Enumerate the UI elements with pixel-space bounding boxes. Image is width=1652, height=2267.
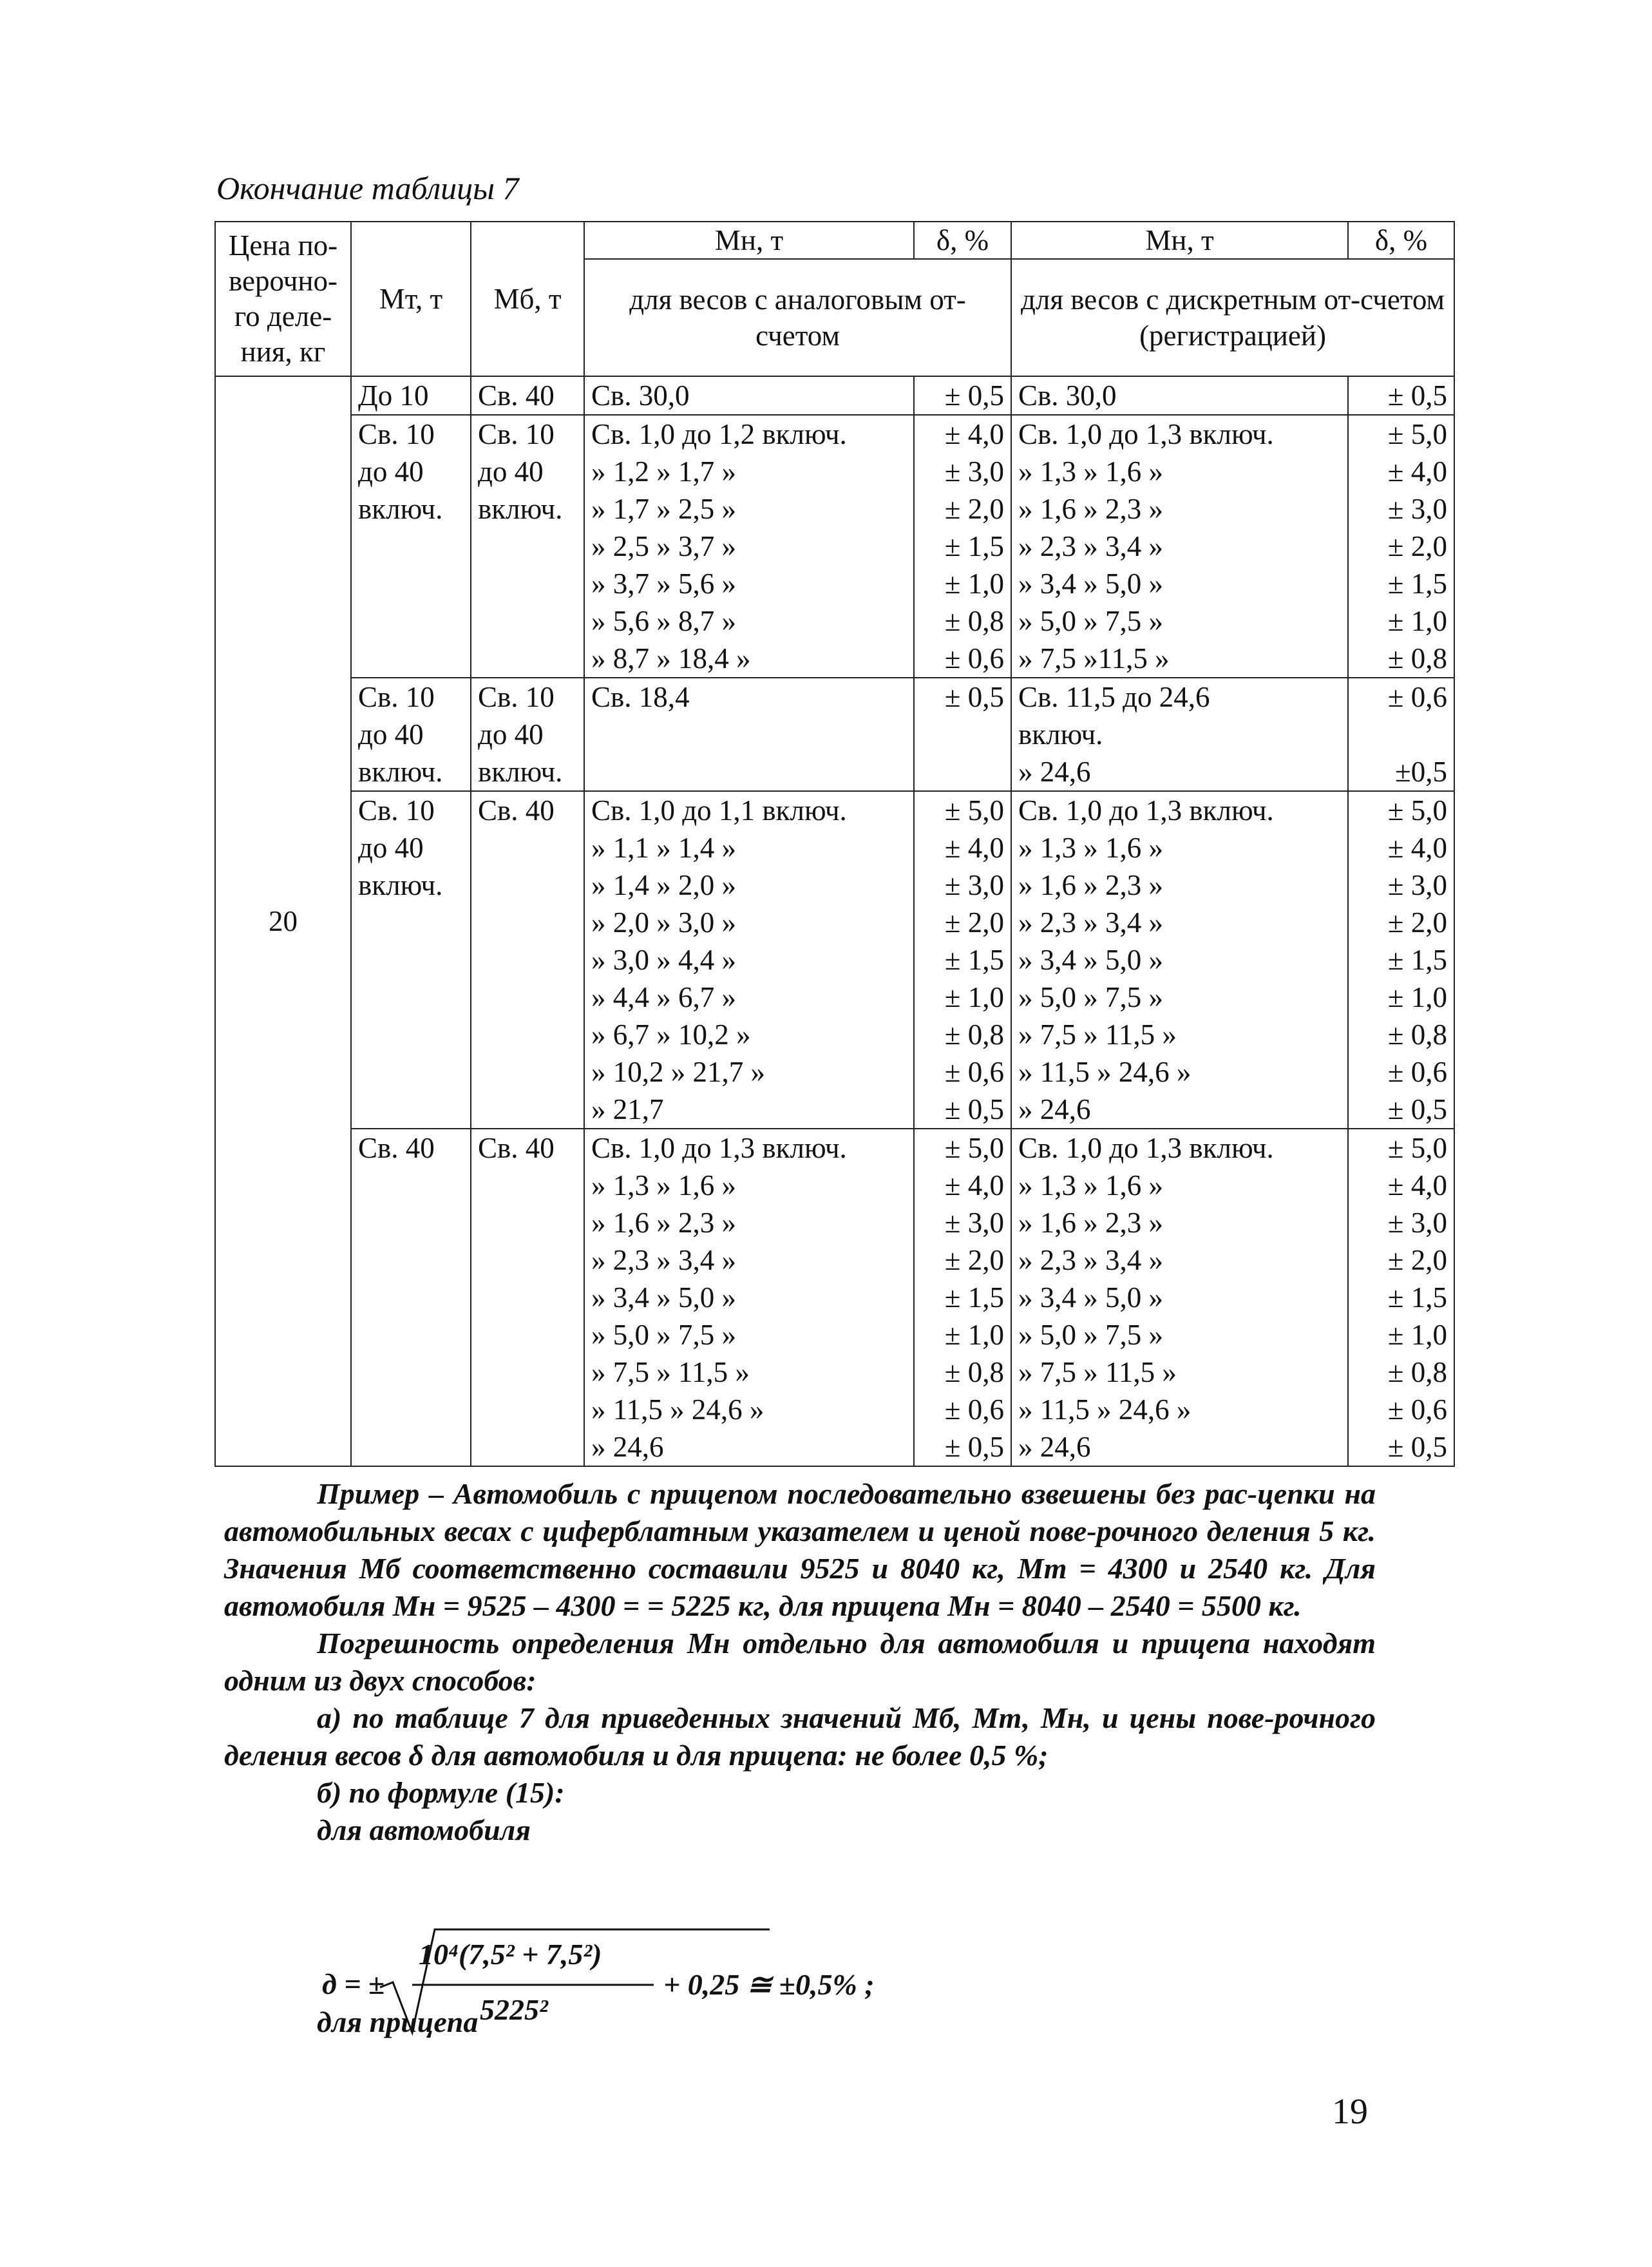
mass-range: » 3,4 » 5,0 »: [1018, 568, 1163, 600]
mass-range: » 1,4 » 2,0 »: [591, 869, 736, 901]
error-value: ± 0,5: [944, 1093, 1004, 1125]
mass-range: » 21,7: [591, 1093, 664, 1125]
header-mn-analog: Мн, т: [584, 222, 914, 259]
example-note: [224, 1475, 1376, 1849]
mass-range: » 5,0 » 7,5 »: [1018, 605, 1163, 637]
error-value: ± 5,0: [1387, 794, 1447, 827]
example-paragraph: Пример – Автомобиль с прицепом последовательно взвешены без рас-цепки на автомобильных весах с циферблатным указателем и ценой пове-рочного деления 5 кг. Значения Мб соответственно составили 9525 и 8040 кг, Мт = 4300 и 2540 кг. Для автомобиля Мн = 9525 – 4300 = = 5225 кг, для прицепа Мн = 8040 – 2540 = 5500 кг.: [224, 1477, 1376, 1622]
for-trailer-label: для прицепа: [317, 2005, 479, 2038]
method-b: б) по формуле (15):: [317, 1776, 565, 1809]
error-cell: [914, 791, 1011, 1129]
for-car-label: для автомобиля: [317, 1813, 531, 1846]
table-row: [215, 376, 1454, 415]
error-value: ± 0,5: [944, 379, 1004, 412]
error-value: ± 1,0: [1387, 605, 1447, 637]
error-value: ±0,5: [1395, 756, 1447, 788]
mass-range: » 3,4 » 5,0 »: [591, 1281, 736, 1314]
mass-range: » 5,6 » 8,7 »: [591, 605, 736, 637]
mb-cell: Св. 40: [471, 791, 584, 1129]
error-value: ± 0,6: [1387, 1056, 1447, 1088]
mass-range: » 3,7 » 5,6 »: [591, 568, 736, 600]
error-value: ± 1,5: [1387, 568, 1447, 600]
mass-range: Св. 1,0 до 1,2 включ.: [591, 418, 847, 450]
mass-range-cell: [584, 415, 914, 678]
error-value: ± 3,0: [944, 1207, 1004, 1239]
error-value: ± 3,0: [944, 455, 1004, 488]
mass-range: » 1,3 » 1,6 »: [591, 1169, 736, 1201]
mass-range-cell: [584, 791, 914, 1129]
header-mt: Мт, т: [351, 222, 471, 376]
mass-range: » 1,6 » 2,3 »: [591, 1207, 736, 1239]
mass-range: [591, 753, 907, 790]
formula-tail: + 0,25 ≅ ±0,5% ;: [663, 1968, 875, 2001]
mass-range: » 1,7 » 2,5 »: [591, 493, 736, 525]
mass-range-cell: [1011, 1129, 1348, 1466]
error-value: ± 1,5: [944, 1281, 1004, 1314]
header-discrete: для весов с дискретным от-счетом (регистрацией): [1011, 259, 1454, 376]
error-cell: [1348, 415, 1454, 678]
mass-range: включ.: [1018, 718, 1103, 751]
mass-range: » 2,3 » 3,4 »: [1018, 530, 1163, 562]
error-value: ± 0,8: [944, 1019, 1004, 1051]
mass-range: » 2,5 » 3,7 »: [591, 530, 736, 562]
error-value: ± 2,0: [944, 493, 1004, 525]
mass-range: Св. 1,0 до 1,3 включ.: [1018, 1132, 1274, 1164]
mass-range: Св. 18,4: [591, 681, 690, 713]
table-row: [215, 1129, 1454, 1466]
mass-range: » 7,5 » 11,5 »: [1018, 1019, 1177, 1051]
error-value: [921, 716, 1004, 753]
header-delta-analog: δ, %: [914, 222, 1011, 259]
mass-range-cell: [584, 678, 914, 791]
mass-range: » 7,5 » 11,5 »: [591, 1356, 750, 1388]
error-value: ± 0,5: [1387, 1431, 1447, 1463]
mt-cell: Св. 40: [351, 1129, 471, 1466]
error-value: ± 4,0: [1387, 455, 1447, 488]
table-row: [215, 678, 1454, 791]
mass-range: » 24,6: [1018, 1431, 1091, 1463]
mass-range: » 6,7 » 10,2 »: [591, 1019, 751, 1051]
table-row: [215, 415, 1454, 678]
error-value: ± 2,0: [944, 906, 1004, 939]
mass-range-cell: [1011, 376, 1348, 415]
error-value: ± 0,6: [1387, 1393, 1447, 1426]
error-value: ± 5,0: [1387, 1132, 1447, 1164]
mass-range: » 4,4 » 6,7 »: [591, 981, 736, 1013]
error-value: ± 1,5: [944, 944, 1004, 976]
mass-range-cell: [584, 1129, 914, 1466]
mass-range: » 1,6 » 2,3 »: [1018, 493, 1163, 525]
error-value: [1355, 716, 1447, 753]
header-cena: Цена по-верочно-го деле-ния, кг: [215, 222, 351, 376]
error-value: ± 1,5: [1387, 944, 1447, 976]
mass-range: » 2,3 » 3,4 »: [1018, 1244, 1163, 1276]
error-value: ± 4,0: [1387, 1169, 1447, 1201]
formula-numerator: 10⁴(7,5² + 7,5²): [419, 1938, 602, 1971]
mass-range: Св. 1,0 до 1,3 включ.: [1018, 794, 1274, 827]
error-value: ± 3,0: [944, 869, 1004, 901]
mb-cell: Св. 10 до 40 включ.: [471, 415, 584, 678]
mass-range-cell: [584, 376, 914, 415]
mass-range: » 2,3 » 3,4 »: [591, 1244, 736, 1276]
mass-range: Св. 30,0: [591, 379, 690, 412]
mass-range: » 1,6 » 2,3 »: [1018, 869, 1163, 901]
table-7: [214, 221, 1455, 1467]
error-value: ± 3,0: [1387, 1207, 1447, 1239]
error-value: ± 5,0: [944, 1132, 1004, 1164]
mass-range: » 1,2 » 1,7 »: [591, 455, 736, 488]
error-value: ± 3,0: [1387, 869, 1447, 901]
error-value: ± 0,5: [1387, 1093, 1447, 1125]
error-value: ± 1,0: [1387, 1319, 1447, 1351]
mass-range-cell: [1011, 791, 1348, 1129]
header-analog: для весов с аналоговым от-счетом: [584, 259, 1011, 376]
error-value: [921, 753, 1004, 790]
mb-cell: Св. 40: [471, 1129, 584, 1466]
mass-range: » 1,3 » 1,6 »: [1018, 832, 1163, 864]
mass-range: » 5,0 » 7,5 »: [1018, 1319, 1163, 1351]
mass-range: » 3,4 » 5,0 »: [1018, 1281, 1163, 1314]
mass-range: Св. 1,0 до 1,1 включ.: [591, 794, 847, 827]
mass-range: » 3,0 » 4,4 »: [591, 944, 736, 976]
mass-range: » 3,4 » 5,0 »: [1018, 944, 1163, 976]
mass-range: Св. 1,0 до 1,3 включ.: [1018, 418, 1274, 450]
mass-range: » 11,5 » 24,6 »: [1018, 1393, 1192, 1426]
header-row-1: [215, 222, 1454, 259]
error-value: ± 1,5: [1387, 1281, 1447, 1314]
mb-cell: Св. 10 до 40 включ.: [471, 678, 584, 791]
error-cell: [914, 1129, 1011, 1466]
header-mn-discrete: Мн, т: [1011, 222, 1348, 259]
table-row: [215, 791, 1454, 1129]
error-value: ± 4,0: [944, 832, 1004, 864]
mass-range: » 1,3 » 1,6 »: [1018, 1169, 1163, 1201]
error-value: ± 1,0: [944, 1319, 1004, 1351]
mass-range: » 11,5 » 24,6 »: [591, 1393, 764, 1426]
method-a: а) по таблице 7 для приведенных значений Мб, Мт, Мн, и цены пове-рочного деления весов δ для автомобиля и для прицепа: не более 0,5 %;: [224, 1701, 1376, 1772]
error-value: ± 0,8: [1387, 1019, 1447, 1051]
error-value: ± 5,0: [944, 794, 1004, 827]
table-caption: Окончание таблицы 7: [216, 170, 519, 206]
error-cell: [914, 415, 1011, 678]
mass-range: » 11,5 » 24,6 »: [1018, 1056, 1192, 1088]
mass-range: » 7,5 »11,5 »: [1018, 642, 1170, 674]
formula-denominator: 5225²: [480, 1993, 548, 2026]
error-value: ± 0,6: [944, 1393, 1004, 1426]
error-value: ± 0,6: [944, 642, 1004, 674]
error-value: ± 1,5: [944, 530, 1004, 562]
error-cell: [914, 678, 1011, 791]
error-value: ± 0,5: [944, 1431, 1004, 1463]
error-value: ± 0,6: [1387, 681, 1447, 713]
error-value: ± 2,0: [1387, 906, 1447, 939]
mass-range: » 1,3 » 1,6 »: [1018, 455, 1163, 488]
method-paragraph: Погрешность определения Мн отдельно для автомобиля и прицепа находят одним из двух способов:: [224, 1627, 1376, 1697]
error-cell: [914, 376, 1011, 415]
mass-range: » 24,6: [1018, 1093, 1091, 1125]
mass-range: » 1,1 » 1,4 »: [591, 832, 736, 864]
header-mb: Мб, т: [471, 222, 584, 376]
mass-range: Св. 11,5 до 24,6: [1018, 681, 1210, 713]
mt-cell: До 10: [351, 376, 471, 415]
error-value: ± 0,8: [1387, 642, 1447, 674]
mass-range: » 7,5 » 11,5 »: [1018, 1356, 1177, 1388]
mass-range-cell: [1011, 415, 1348, 678]
mass-range: » 1,6 » 2,3 »: [1018, 1207, 1163, 1239]
error-value: ± 3,0: [1387, 493, 1447, 525]
error-value: ± 4,0: [1387, 832, 1447, 864]
trailer-note: [224, 2004, 1376, 2041]
error-value: ± 0,5: [1387, 379, 1447, 412]
mass-range: » 2,0 » 3,0 »: [591, 906, 736, 939]
mass-range: Св. 1,0 до 1,3 включ.: [591, 1132, 847, 1164]
page-number: 19: [1332, 2092, 1368, 2132]
error-value: ± 1,0: [944, 981, 1004, 1013]
error-cell: [1348, 376, 1454, 415]
mass-range: » 5,0 » 7,5 »: [1018, 981, 1163, 1013]
mass-range: » 24,6: [1018, 756, 1091, 788]
error-value: ± 2,0: [1387, 530, 1447, 562]
error-value: ± 0,6: [944, 1056, 1004, 1088]
mass-range: [591, 716, 907, 753]
error-value: ± 0,8: [1387, 1356, 1447, 1388]
mb-cell: Св. 40: [471, 376, 584, 415]
header-delta-discrete: δ, %: [1348, 222, 1454, 259]
mass-range: » 10,2 » 21,7 »: [591, 1056, 765, 1088]
error-value: ± 4,0: [944, 418, 1004, 450]
error-value: ± 0,8: [944, 1356, 1004, 1388]
error-value: ± 2,0: [1387, 1244, 1447, 1276]
error-value: ± 2,0: [944, 1244, 1004, 1276]
error-value: ± 5,0: [1387, 418, 1447, 450]
mass-range: Св. 30,0: [1018, 379, 1117, 412]
error-cell: [1348, 791, 1454, 1129]
mt-cell: Св. 10 до 40 включ.: [351, 791, 471, 1129]
error-cell: [1348, 678, 1454, 791]
error-value: ± 0,8: [944, 605, 1004, 637]
error-cell: [1348, 1129, 1454, 1466]
mt-cell: Св. 10 до 40 включ.: [351, 415, 471, 678]
error-value: ± 4,0: [944, 1169, 1004, 1201]
mass-range-cell: [1011, 678, 1348, 791]
mt-cell: Св. 10 до 40 включ.: [351, 678, 471, 791]
cena-cell: 20: [215, 376, 351, 1466]
error-value: ± 1,0: [944, 568, 1004, 600]
mass-range: » 2,3 » 3,4 »: [1018, 906, 1163, 939]
error-value: ± 0,5: [944, 681, 1004, 713]
mass-range: » 8,7 » 18,4 »: [591, 642, 751, 674]
error-value: ± 1,0: [1387, 981, 1447, 1013]
mass-range: » 24,6: [591, 1431, 664, 1463]
mass-range: » 5,0 » 7,5 »: [591, 1319, 736, 1351]
formula-lhs: д = ±: [322, 1967, 385, 2000]
